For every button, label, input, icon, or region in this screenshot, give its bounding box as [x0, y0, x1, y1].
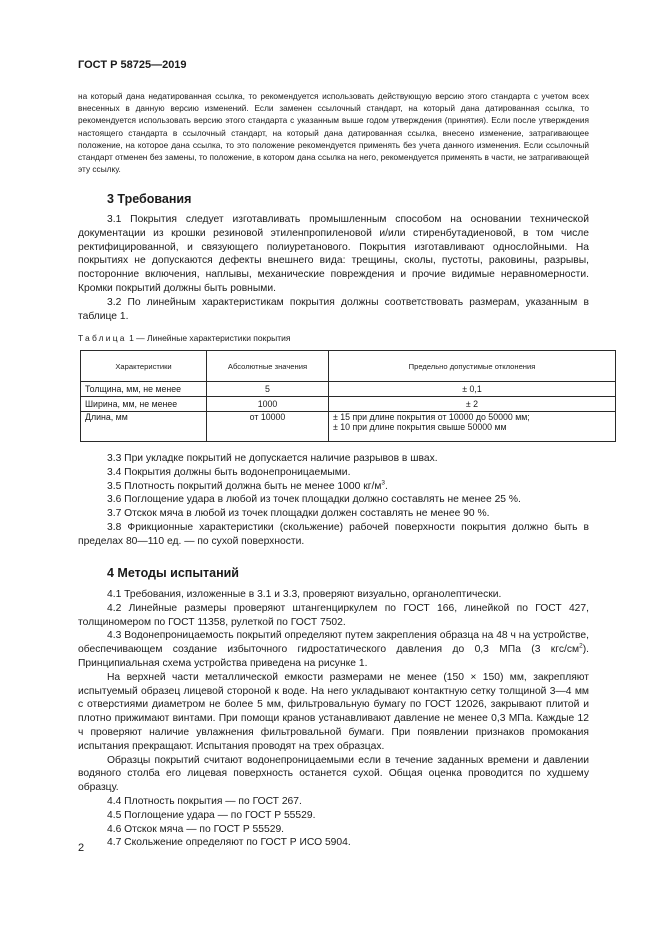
references-note: [78, 90, 589, 175]
cell-name: Длина, мм: [81, 412, 207, 442]
paragraph-4-2: 4.2 Линейные размеры проверяют штангенциркулем по ГОСТ 166, линейкой по ГОСТ 427, толщиномером по ГОСТ 11358, рулеткой по ГОСТ 7502.: [78, 602, 589, 628]
paragraph-4-6: 4.6 Отскок мяча — по ГОСТ Р 55529.: [107, 823, 285, 835]
section-3-title: 3 Требования: [107, 192, 192, 206]
cell-tolerance: [329, 412, 616, 442]
col-header-absolute-values: Абсолютные значения: [207, 351, 329, 382]
paragraph-3-6: 3.6 Поглощение удара в любой из точек площадки должно составлять не менее 25 %.: [107, 494, 521, 506]
paragraph-4-3: 4.3 Водонепроницаемость покрытий определяют путем закрепления образца на 48 ч на устройстве, обеспечивающем создание избыточного гидростатического давления до 0,3 МПа (3 кгс/$см^2$). Принципиальная схема устройства приведена на рисунке 1.: [78, 630, 589, 669]
paragraph-3-5: 3.5 Плотность покрытий должна быть не менее 1000 $кг/м^3$.: [107, 479, 388, 492]
section-3-body: [78, 213, 589, 323]
paragraph-4-1: 4.1 Требования, изложенные в 3.1 и 3.3, проверяют визуально, органолептически.: [107, 589, 502, 600]
paragraph-3-7: 3.7 Отскок мяча в любой из точек площадки должен составлять не менее 90 %.: [107, 508, 490, 520]
section-3-continued: [78, 452, 589, 549]
paragraph-4-7: 4.7 Скольжение определяют по ГОСТ Р ИСО 5904.: [107, 837, 351, 849]
section-4-body: [78, 588, 589, 850]
section-4-title: 4 Методы испытаний: [107, 566, 239, 580]
table-caption-label: Таблица: [78, 333, 127, 343]
standard-header: ГОСТ Р 58725—2019: [78, 59, 187, 71]
cell-value: от 10000: [207, 412, 329, 442]
cell-tolerance: ± 0,1: [329, 382, 616, 397]
paragraph-4-3-evaluation: Образцы покрытий считают водонепроницаемыми если в течение заданных времени и давлении водяного столба его лицевая поверхность останется сухой. Общая оценка проводится по худшему образцу.: [78, 754, 589, 794]
table-row: [81, 382, 616, 397]
page-number: 2: [78, 842, 85, 854]
paragraph-3-3: 3.3 При укладке покрытий не допускается наличие разрывов в швах.: [107, 453, 438, 464]
paragraph-3-1: 3.1 Покрытия следует изготавливать промышленным способом на основании технической документации из крошки резиновой этиленпропиленовой и/или стиренбутадиеновой, в том числе ректифицированной, и связующего полиуретанового. Покрытия изготавливают однослойными. На покрытиях не допускаются дефекты внешнего вида: трещины, сколы, пустоты, раковины, разрывы, посторонние включения, наплывы, механические повреждения и прочие видимые неравномерности. Кромки покрытий должны быть ровными.: [78, 214, 589, 294]
cell-name: Ширина, мм, не менее: [81, 397, 207, 412]
table-1: [80, 350, 616, 442]
cell-value: 5: [207, 382, 329, 397]
tolerance-line-1: ± 15 при длине покрытия от 10000 до 50000 мм;: [333, 412, 530, 422]
col-header-characteristics: Характеристики: [81, 351, 207, 382]
table-1-caption: [78, 333, 290, 343]
table-row: [81, 412, 616, 442]
paragraph-3-2: 3.2 По линейным характеристикам покрытия должны соответствовать размерам, указанным в таблице 1.: [78, 296, 589, 322]
cell-value: 1000: [207, 397, 329, 412]
paragraph-4-4: 4.4 Плотность покрытия — по ГОСТ 267.: [107, 795, 302, 807]
tolerance-line-2: ± 10 при длине покрытия свыше 50000 мм: [333, 422, 507, 432]
cell-name: Толщина, мм, не менее: [81, 382, 207, 397]
paragraph-3-4: 3.4 Покрытия должны быть водонепроницаемыми.: [107, 466, 351, 478]
paragraph-3-8: 3.8 Фрикционные характеристики (скольжение) рабочей поверхности покрытия должно быть в пределах 80—110 ед. — по сухой поверхности.: [78, 521, 589, 547]
table-row: [81, 397, 616, 412]
col-header-tolerances: Предельно допустимые отклонения: [329, 351, 616, 382]
note-paragraph: на который дана недатированная ссылка, то рекомендуется использовать действующую версию этого стандарта с учетом всех внесенных в данную версию изменений. Если заменен ссылочный стандарт, на который дана датированная ссылка, то рекомендуется использовать версию этого стандарта с указанным выше годом утверждения (принятия). Если после утверждения настоящего стандарта в ссылочный стандарт, на который дана датированная ссылка, внесено изменение, затрагивающее положение, на которое дана ссылка, то это положение рекомендуется применять без учета данного изменения. Если ссылочный стандарт отменен без замены, то положение, в котором дана ссылка на него, рекомендуется применять в части, не затрагивающей эту ссылку.: [78, 91, 589, 175]
paragraph-4-3-procedure: На верхней части металлической емкости размерами не менее (150 × 150) мм, закрепляют испытуемый образец лицевой стороной к воде. На него укладывают контактную сетку толщиной 3—4 мм с отверстиями диаметром не более 5 мм, фильтровальную бумагу по ГОСТ 12026, закрывают плитой и плотно прижимают винтами. При помощи кранов устанавливают давление не менее 0,3 МПа. Каждые 12 ч проверяют наличие увлажнения фильтровальной бумаги. При появлении признаков промокания испытания прекращают. Испытания проводят на трех образцах.: [78, 671, 589, 752]
cell-tolerance: ± 2: [329, 397, 616, 412]
table-header-row: [81, 351, 616, 382]
paragraph-4-5: 4.5 Поглощение удара — по ГОСТ Р 55529.: [107, 809, 316, 821]
table-caption-text: 1 — Линейные характеристики покрытия: [126, 333, 291, 343]
